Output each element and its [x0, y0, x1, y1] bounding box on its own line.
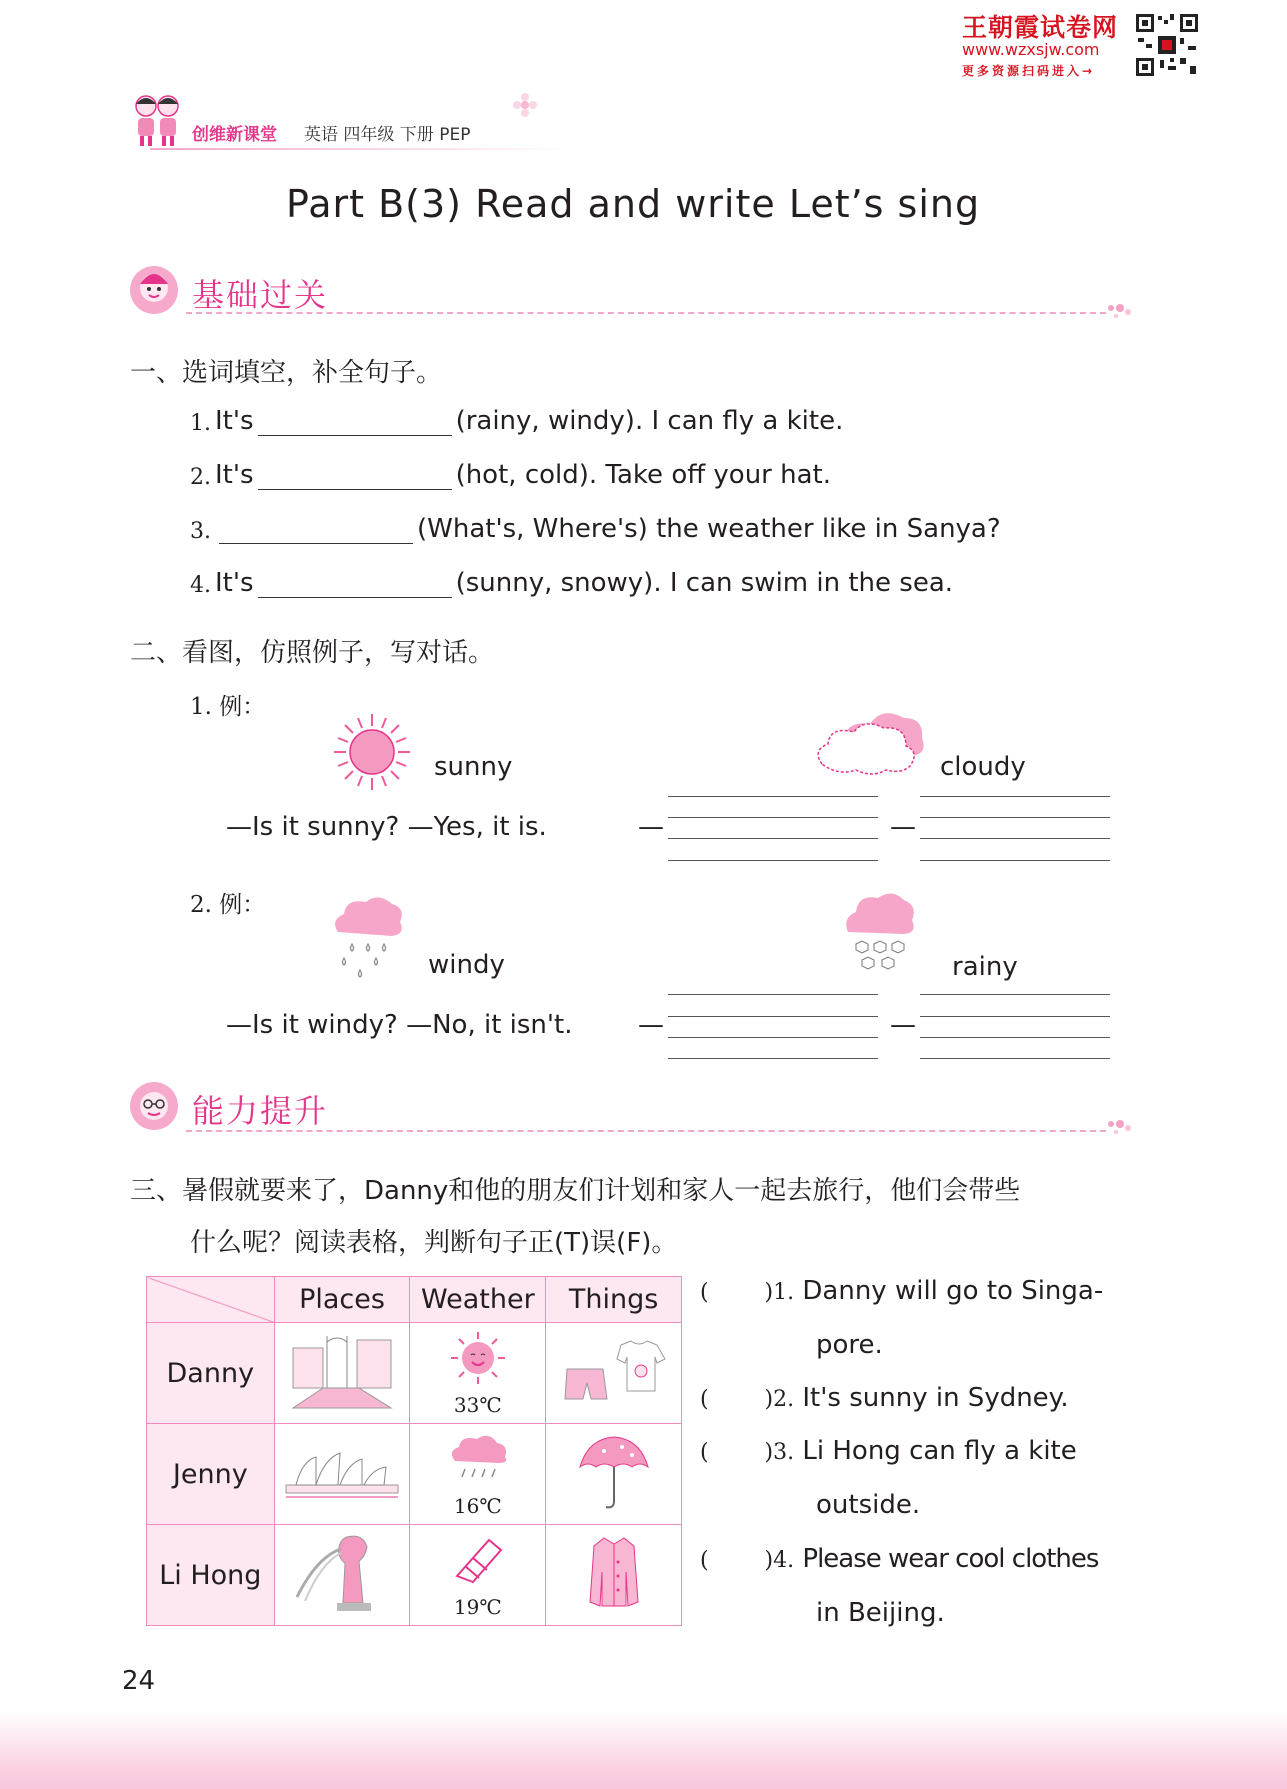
tf-num: 2. — [773, 1387, 795, 1412]
watermark-title: 王朝霞试卷网 — [962, 13, 1119, 42]
q2-heading: 二、看图，仿照例子，写对话。 — [130, 638, 495, 668]
answer-line[interactable] — [920, 817, 1110, 818]
place-street-icon — [274, 1323, 410, 1424]
section-title-basic: 基础过关 — [192, 276, 329, 314]
tf-text: It's sunny in Sydney. — [802, 1383, 1069, 1413]
dash: — — [890, 812, 916, 842]
header-brand: 创维新课堂 — [192, 125, 277, 145]
row-name: Danny — [147, 1323, 275, 1424]
q1-item-1 — [190, 406, 843, 436]
q1-answer-blank[interactable] — [219, 516, 413, 544]
q1-item-2 — [190, 460, 831, 490]
q1-item-3 — [190, 514, 1001, 544]
tf-statement-1-cont: pore. — [816, 1330, 883, 1360]
q1-item-4 — [190, 568, 953, 598]
tf-statement-4-cont: in Beijing. — [816, 1598, 945, 1628]
teacher-badge-icon — [128, 264, 180, 316]
q2-example-dialog: —Is it windy? —No, it isn't. — [226, 1010, 573, 1040]
table-row — [147, 1323, 682, 1424]
q1-answer-blank[interactable] — [258, 408, 452, 436]
section-title-advanced: 能力提升 — [192, 1092, 329, 1130]
dash: — — [638, 812, 664, 842]
table-corner — [147, 1277, 275, 1323]
sun-icon — [332, 712, 412, 792]
coat-icon — [546, 1525, 682, 1626]
answer-line — [920, 796, 1110, 797]
tf-text: Li Hong can fly a kite — [802, 1436, 1077, 1466]
tf-num: 4. — [773, 1548, 795, 1573]
travel-table — [146, 1276, 682, 1626]
dots-decoration-icon — [1106, 300, 1132, 320]
table-header-places: Places — [274, 1277, 410, 1323]
tf-statement-4 — [700, 1544, 1098, 1574]
rain-cloud-icon — [330, 892, 406, 982]
tf-text: Danny will go to Singa- — [802, 1276, 1104, 1306]
tf-text: Please wear cool clothes — [802, 1544, 1099, 1574]
tf-answer-paren[interactable]: ( ) — [700, 1548, 774, 1573]
q1-heading: 一、选词填空，补全句子。 — [130, 358, 443, 388]
q2-example-label: 1. 例： — [190, 694, 266, 720]
q1-answer-blank[interactable] — [258, 462, 452, 490]
answer-line[interactable] — [668, 817, 878, 818]
answer-line — [920, 860, 1110, 861]
q1-item-num: 3. — [190, 519, 211, 544]
header-divider — [150, 148, 570, 150]
tf-num: 1. — [773, 1280, 795, 1305]
q1-item-post: (hot, cold). Take off your hat. — [455, 460, 832, 490]
answer-line — [668, 1058, 878, 1059]
answer-line — [668, 1037, 878, 1038]
table-row — [147, 1424, 682, 1525]
q1-item-num: 2. — [190, 465, 211, 490]
temperature: 19℃ — [453, 1594, 502, 1619]
row-name: Li Hong — [147, 1525, 275, 1626]
q1-item-num: 1. — [190, 411, 211, 436]
q2-example-word: windy — [428, 950, 505, 980]
answer-line — [920, 838, 1110, 839]
q2-example-dialog: —Is it sunny? —Yes, it is. — [226, 812, 547, 842]
dots-decoration-icon — [1106, 1116, 1132, 1136]
place-opera-house-icon — [274, 1424, 410, 1525]
answer-line — [668, 994, 878, 995]
table-header-weather: Weather — [410, 1277, 546, 1323]
tf-num: 3. — [773, 1440, 795, 1465]
q3-heading-line2: 什么呢？阅读表格，判断句子正(T)误(F)。 — [190, 1228, 678, 1258]
section-divider — [186, 1130, 1106, 1132]
q1-answer-blank[interactable] — [258, 570, 452, 598]
answer-line — [668, 796, 878, 797]
dash: — — [890, 1010, 916, 1040]
tf-answer-paren[interactable]: ( ) — [700, 1280, 774, 1305]
answer-line — [920, 994, 1110, 995]
q2-target-word: cloudy — [940, 752, 1026, 782]
q2-example-word: sunny — [434, 752, 513, 782]
q1-item-pre: It's — [215, 568, 254, 598]
watermark-url: www.wzxsjw.com — [962, 40, 1100, 59]
page-number: 24 — [122, 1666, 156, 1696]
section-divider — [186, 312, 1106, 314]
answer-line[interactable] — [920, 1016, 1110, 1017]
tf-answer-paren[interactable]: ( ) — [700, 1387, 774, 1412]
dash: — — [638, 1010, 664, 1040]
header-info: 英语 四年级 下册 PEP — [304, 125, 471, 145]
clothes-shorts-tshirt-icon — [546, 1323, 682, 1424]
answer-line[interactable] — [668, 1016, 878, 1017]
table-row — [147, 1525, 682, 1626]
cloud-icon — [812, 704, 928, 778]
tf-statement-2 — [700, 1383, 1069, 1413]
q3-heading-line1: 三、暑假就要来了，Danny和他的朋友们计划和家人一起去旅行，他们会带些 — [130, 1176, 1021, 1206]
place-merlion-icon — [274, 1525, 410, 1626]
q2-target-word: rainy — [952, 952, 1018, 982]
answer-line — [920, 1037, 1110, 1038]
q1-item-pre: It's — [215, 460, 254, 490]
tf-statement-3 — [700, 1436, 1077, 1466]
weather-cell — [410, 1424, 546, 1525]
snow-cloud-icon — [842, 888, 918, 980]
tf-statement-1 — [700, 1276, 1103, 1306]
page-title: Part B(3) Read and write Let’s sing — [286, 182, 981, 226]
sunny-face-icon — [410, 1330, 545, 1393]
rainy-cloud-icon — [410, 1431, 545, 1494]
temperature: 16℃ — [453, 1493, 502, 1518]
tf-answer-paren[interactable]: ( ) — [700, 1440, 774, 1465]
tf-statement-3-cont: outside. — [816, 1490, 921, 1520]
flower-decoration-icon — [512, 92, 538, 118]
windy-flag-icon — [410, 1532, 545, 1595]
weather-cell — [410, 1525, 546, 1626]
table-header-things: Things — [546, 1277, 682, 1323]
answer-line — [668, 838, 878, 839]
footer-band — [0, 1712, 1287, 1789]
answer-line — [920, 1058, 1110, 1059]
q1-item-post: (sunny, snowy). I can swim in the sea. — [455, 568, 954, 598]
kids-logo-icon — [126, 90, 188, 152]
umbrella-icon — [546, 1424, 682, 1525]
q1-item-post: (What's, Where's) the weather like in Sanya? — [417, 514, 1001, 544]
row-name: Jenny — [147, 1424, 275, 1525]
q1-item-num: 4. — [190, 573, 211, 598]
temperature: 33℃ — [453, 1392, 502, 1417]
weather-cell — [410, 1323, 546, 1424]
grandpa-badge-icon — [128, 1080, 180, 1132]
q2-example-label: 2. 例： — [190, 892, 266, 918]
watermark-sub: 更多资源扫码进入→ — [962, 64, 1096, 78]
answer-line — [668, 860, 878, 861]
qr-code-icon[interactable] — [1134, 12, 1200, 78]
q1-item-pre: It's — [215, 406, 254, 436]
q1-item-post: (rainy, windy). I can fly a kite. — [455, 406, 844, 436]
